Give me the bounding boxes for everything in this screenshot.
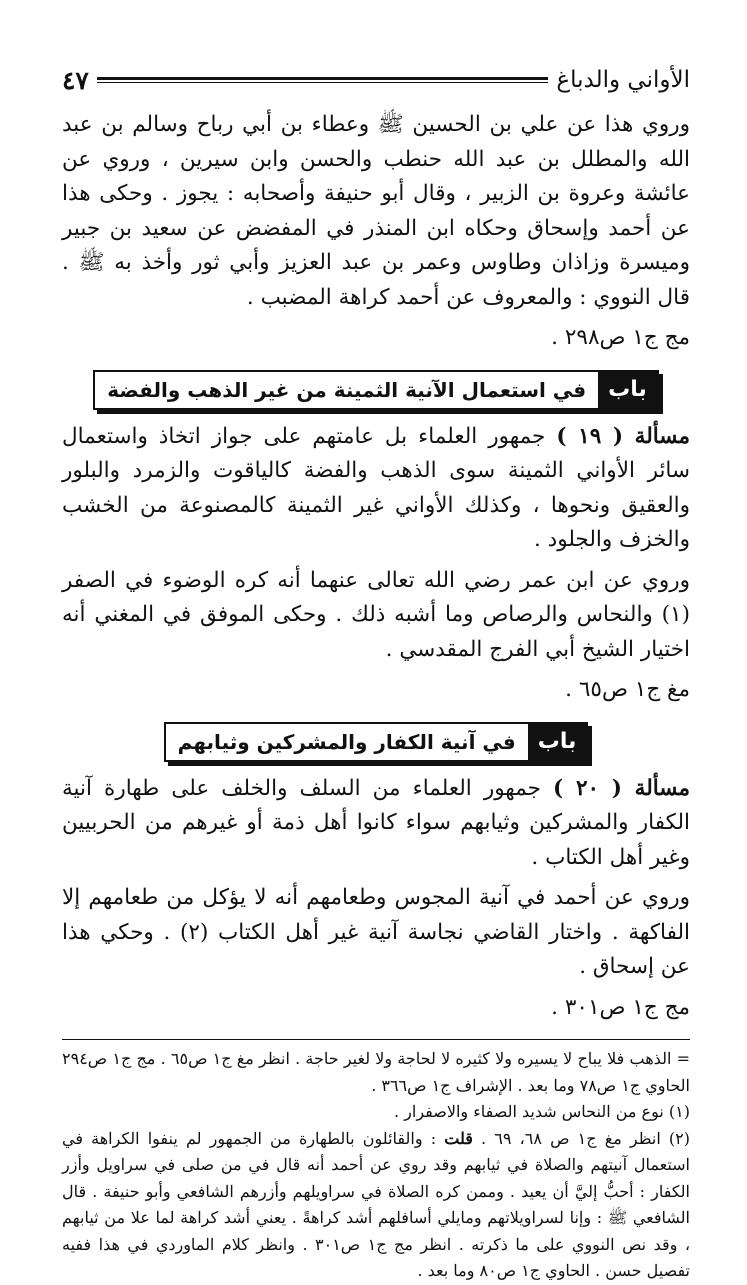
section-heading-1 [62, 370, 690, 410]
bab-label: باب [528, 724, 587, 760]
masala-20-paragraph [62, 772, 690, 876]
intro-citation: مج ج١ ص٢٩٨ . [551, 325, 690, 350]
running-header [62, 58, 690, 102]
intro-paragraph: وروي هذا عن علي بن الحسين ﷺ وعطاء بن أبي رباح وسالم بن عبد الله والمطلل بن عبد الله حنطب والحسن وابن سيرين ، وروي عن عائشة وعروة بن الزبير ، وقال أبو حنيفة وأصحابه : يجوز . وحكى هذا عن أحمد وإسحاق وحكاه ابن المنذر في المفضض عن سعيد بن جبير وميسرة وزاذان وطاوس وعمر بن عبد العزيز وأبي ثور وأخذ به ﷺ . قال النووي : والمعروف عن أحمد كراهة المضبب . [62, 112, 690, 310]
section-heading-box [93, 370, 659, 410]
masala-number: مسألة ( ١٩ ) [556, 423, 691, 449]
section2-paragraph-2: وروي عن أحمد في آنية المجوس وطعامهم أنه لا يؤكل من طعامهم إلا الفاكهة . واختار القاضي نجاسة آنية غير أهل الكتاب (٢) . وحكي هذا عن إسحاق . [62, 885, 690, 979]
section1-paragraph-2: وروي عن ابن عمر رضي الله تعالى عنهما أنه كره الوضوء في الصفر (١) والنحاس والرصاص وما أشبه ذلك . وحكى الموفق في المغني أنه اختيار الشيخ أبي الفرج المقدسي . [62, 567, 690, 662]
masala-text: جمهور العلماء بل عامتهم على جواز اتخاذ واستعمال سائر الأواني الثمينة سوى الذهب والفضة كالياقوت والزمرد والبلور والعقيق ونحوها ، وكذلك الأواني غير الثمينة كالمصنوعة من الخشب والخزف والجلود . [62, 423, 690, 552]
section-heading-box [164, 722, 589, 762]
section1-citation: مغ ج١ ص٦٥ . [565, 677, 690, 702]
footnote-continuation: = الذهب فلا يباح لا يسيره ولا كثيره لا لحاجة ولا لغير حاجة . انظر مغ ج١ ص٦٥ . مج ج١ ص٢٩٤ الحاوي ج١ ص٧٨ وما بعد . الإشراف ج١ ص٣٦٦ . [62, 1049, 691, 1095]
running-title: الأواني والدباغ [556, 67, 690, 93]
masala-number: مسألة ( ٢٠ ) [553, 775, 691, 801]
bab-title: في آنية الكفار والمشركين وثيابهم [177, 729, 516, 754]
footnote-1: (١) نوع من النحاس شديد الصفاء والاصفرار . [394, 1102, 690, 1121]
footnote-2 [62, 1126, 690, 1285]
bab-label: باب [598, 372, 657, 408]
footnote-2-start: (٢) انظر مغ ج١ ص ٦٨، ٦٩ . [472, 1128, 691, 1148]
section2-citation: مج ج١ ص٣٠١ . [551, 994, 690, 1020]
footnote-2-qultu: قلت [444, 1128, 473, 1148]
book-page [62, 58, 691, 1280]
masala-19-paragraph [62, 420, 690, 558]
section-heading-2 [62, 722, 690, 762]
footnote-2-rest: : والقائلون بالطهارة من الجمهور لم ينفوا الكراهة في استعمال آنيتهم والصلاة في ثيابهم وقد روي عن أحمد أنه قال في من صلى في سراويل وأزر الكفار : أحبُّ إليَّ أن يعيد . وممن كره الصلاة في سراويلهم وأزرهم الشافعي وأبو حنيفة . قال الشافعي ﷺ : وإنا لسراويلاتهم ومايلي أسافلهم أشد كراهةً . يعني أشد كراهة لما علا من ثيابهم ، وقد نص النووي على ما ذكرته . انظر مج ج١ ص٣٠١ . وانظر كلام الماوردي في هذا ففيه تفصيل حسن . الحاوي ج١ ص٨٠ وما بعد . [62, 1128, 691, 1280]
header-rule [97, 77, 549, 83]
bab-title: في استعمال الآنية الثمينة من غير الذهب والفضة [107, 377, 587, 402]
page-number: ٤٧ [62, 65, 89, 95]
footnote-separator [62, 1039, 690, 1040]
masala-text: جمهور العلماء من السلف والخلف على طهارة آنية الكفار والمشركين وثيابهم سواء كانوا أهل ذمة أو غيرهم من الحربيين وغير أهل الكتاب . [62, 775, 690, 870]
